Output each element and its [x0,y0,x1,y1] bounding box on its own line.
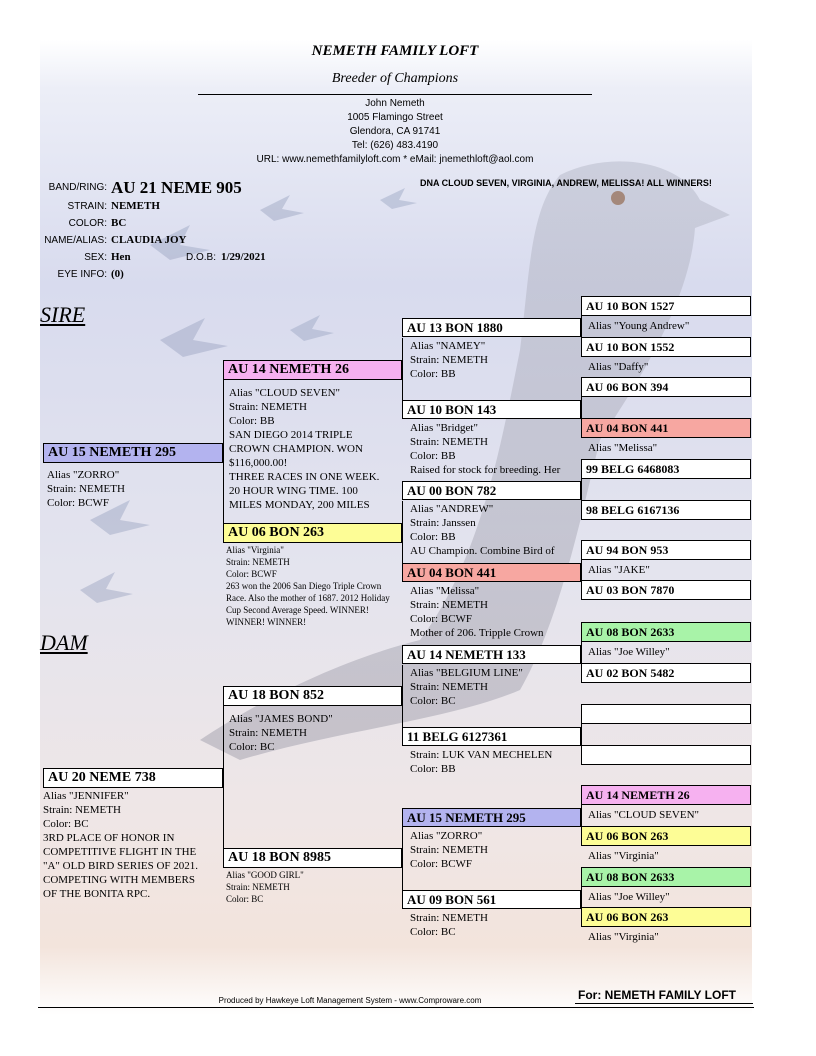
produced-by: Produced by Hawkeye Loft Management System - www.Comproware.com [218,996,482,1005]
g4-box-0[interactable]: AU 10 BON 1527 [581,296,751,316]
dob-value: 1/29/2021 [221,251,266,263]
dob-label: D.O.B: [186,252,217,263]
g2-box-0[interactable]: AU 14 NEMETH 26 [223,360,402,380]
loft-subtitle: Breeder of Champions [331,71,459,86]
g3-details-6: Alias "ZORRO" Strain: NEMETH Color: BCWF [410,830,488,870]
color-value: BC [111,217,127,229]
g3-details-0: Alias "NAMEY" Strain: NEMETH Color: BB [410,340,488,380]
g2-box-2[interactable]: AU 18 BON 852 [223,686,402,706]
g3-box-7[interactable]: AU 09 BON 561 [402,890,581,909]
dam-heading: DAM [40,630,88,655]
g4-alias-5 [588,523,751,537]
footer-rule [38,1007,754,1008]
g4-alias-9 [588,686,751,700]
g4-alias-15: Alias "Virginia" [588,931,659,943]
g3-box-3[interactable]: AU 04 BON 441 [402,563,581,582]
g2-details-2: Alias "JAMES BOND" Strain: NEMETH Color: BC [229,713,333,753]
g4-box-8[interactable]: AU 08 BON 2633 [581,622,751,642]
name-value: CLAUDIA JOY [111,234,187,246]
contact-street: 1005 Flamingo Street [347,112,443,123]
sex-value: Hen [111,251,131,263]
dna-note: DNA CLOUD SEVEN, VIRGINIA, ANDREW, MELISSA! ALL WINNERS! [420,178,712,188]
g2-details-1: Alias "Virginia" Strain: NEMETH Color: BCWF 263 won the 2006 San Diego Triple Crown Race. Also the mother of 1687. 2012 Holiday Cup Second Average Speed. WINNER! WINNER! WINNER! [226,545,390,627]
dam-details: Alias "JENNIFER" Strain: NEMETH Color: BC 3RD PLACE OF HONOR IN COMPETITIVE FLIGHT IN THE "A" OLD BIRD SERIES OF 2021. COMPETING WITH MEMBERS OF THE BONITA RPC. [43,790,199,900]
g3-box-4[interactable]: AU 14 NEMETH 133 [402,645,581,664]
sire-heading: SIRE [40,302,86,327]
g4-box-15[interactable]: AU 06 BON 263 [581,907,751,927]
contact-web-email: URL: www.nemethfamilyloft.com * eMail: jnemethloft@aol.com [256,154,534,165]
connector-sire-g2 [223,380,224,463]
for-underline [575,1003,753,1004]
g4-alias-7 [588,603,751,617]
g4-alias-1: Alias "Daffy" [588,361,649,373]
g4-box-10[interactable] [581,704,751,724]
g4-alias-4 [588,482,751,496]
contact-phone: Tel: (626) 483.4190 [351,140,439,151]
connector-g3-d [402,827,403,899]
g4-box-6[interactable]: AU 94 BON 953 [581,540,751,560]
g2-box-1[interactable]: AU 06 BON 263 [223,523,402,543]
g4-alias-12: Alias "CLOUD SEVEN" [588,809,700,821]
strain-label: STRAIN: [67,201,107,212]
g3-details-1: Alias "Bridget" Strain: NEMETH Color: BB Raised for stock for breeding. Her [410,422,561,476]
g4-box-3[interactable]: AU 04 BON 441 [581,418,751,438]
color-label: COLOR: [68,218,107,229]
connector-dam-g2 [223,706,224,858]
band-value: AU 21 NEME 905 [111,178,242,197]
g4-box-1[interactable]: AU 10 BON 1552 [581,337,751,357]
g2-details-3: Alias "GOOD GIRL" Strain: NEMETH Color: BC [226,870,304,904]
eye-label: EYE INFO: [57,269,107,280]
g2-box-3[interactable]: AU 18 BON 8985 [223,848,402,868]
g3-box-6[interactable]: AU 15 NEMETH 295 [402,808,581,827]
g3-details-4: Alias "BELGIUM LINE" Strain: NEMETH Color: BC [410,667,523,707]
sire-details: Alias "ZORRO" Strain: NEMETH Color: BCWF [47,469,125,509]
g4-alias-6: Alias "JAKE" [588,564,650,576]
g4-box-9[interactable]: AU 02 BON 5482 [581,663,751,683]
prepared-for: For: NEMETH FAMILY LOFT [578,988,736,1002]
g3-details-5: Strain: LUK VAN MECHELEN Color: BB [410,749,553,775]
g3-details-7: Strain: NEMETH Color: BC [410,912,488,938]
g3-details-2: Alias "ANDREW" Strain: Janssen Color: BB AU Champion. Combine Bird of [410,503,555,557]
g3-box-0[interactable]: AU 13 BON 1880 [402,318,581,337]
g4-box-4[interactable]: 99 BELG 6468083 [581,459,751,479]
g4-alias-8: Alias "Joe Willey" [588,646,670,658]
header-divider [198,94,592,95]
g3-details-3: Alias "Melissa" Strain: NEMETH Color: BCWF Mother of 206. Tripple Crown [410,585,544,639]
g3-box-2[interactable]: AU 00 BON 782 [402,481,581,500]
g4-alias-14: Alias "Joe Willey" [588,891,670,903]
g4-box-14[interactable]: AU 08 BON 2633 [581,867,751,887]
g4-box-13[interactable]: AU 06 BON 263 [581,826,751,846]
sex-label: SEX: [84,252,107,263]
g4-alias-0: Alias "Young Andrew" [588,320,690,332]
g4-box-12[interactable]: AU 14 NEMETH 26 [581,785,751,805]
contact-name: John Nemeth [365,98,425,109]
dam-band[interactable]: AU 20 NEME 738 [43,768,223,788]
sire-band[interactable]: AU 15 NEMETH 295 [43,443,223,463]
g4-box-11[interactable] [581,745,751,765]
contact-city: Glendora, CA 91741 [349,126,441,137]
g4-alias-2 [588,400,751,414]
g4-alias-13: Alias "Virginia" [588,850,659,862]
strain-value: NEMETH [111,200,160,212]
g4-box-2[interactable]: AU 06 BON 394 [581,377,751,397]
eye-value: (0) [111,268,124,280]
name-label: NAME/ALIAS: [44,235,107,246]
g4-alias-3: Alias "Melissa" [588,442,658,454]
g4-box-5[interactable]: 98 BELG 6167136 [581,500,751,520]
g3-box-5[interactable]: 11 BELG 6127361 [402,727,581,746]
band-label: BAND/RING: [48,182,107,193]
g4-box-7[interactable]: AU 03 BON 7870 [581,580,751,600]
g2-details-0: Alias "CLOUD SEVEN" Strain: NEMETH Color: BB SAN DIEGO 2014 TRIPLE CROWN CHAMPION. WON $116,000.00! THREE RACES IN ONE WEEK. 20 HOUR WING TIME. 100 MILES MONDAY, 200 MILES [229,387,380,511]
g3-box-1[interactable]: AU 10 BON 143 [402,400,581,419]
loft-title: NEMETH FAMILY LOFT [311,43,479,59]
